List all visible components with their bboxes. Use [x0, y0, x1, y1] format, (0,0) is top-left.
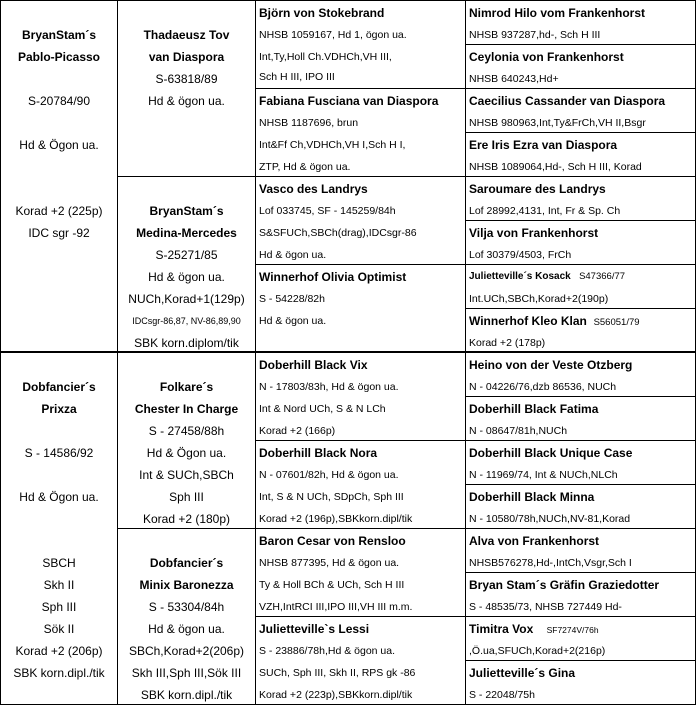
sss-name: Björn von Stokebrand	[259, 6, 385, 20]
sds-name: Vasco des Landrys	[259, 182, 368, 196]
ddd-info: SUCh, Sph III, Skh II, RPS gk -86	[259, 667, 416, 679]
g4-name: Alva von Frankenhorst	[469, 534, 600, 548]
dsd-info: N - 07601/82h, Hd & ögon ua.	[259, 469, 399, 481]
g4-info: N - 11969/74, Int & NUCh,NLCh	[469, 469, 618, 481]
dss-info: N - 17803/83h, Hd & ögon ua.	[259, 381, 399, 393]
ds-name-line2: Chester In Charge	[134, 402, 239, 416]
grid-line	[0, 0, 696, 1]
dsd-name: Doberhill Black Nora	[259, 446, 378, 460]
g4-reg: SF7274V/76h	[546, 625, 599, 635]
ssd-info: ZTP, Hd & ögon ua.	[259, 161, 351, 173]
dd-reg: S - 53304/84h	[148, 600, 225, 614]
g4-name: Doberhill Black Minna	[469, 490, 595, 504]
g4-name: Ceylonia von Frankenhorst	[469, 50, 624, 64]
g4-info: N - 08647/81h,NUCh	[469, 425, 568, 437]
ddd-info: S - 23886/78h,Hd & ögon ua.	[259, 645, 396, 657]
dds-name: Baron Cesar von Rensloo	[259, 534, 406, 548]
dss-info: Korad +2 (166p)	[259, 425, 336, 437]
sds-info: Lof 033745, SF - 145259/84h	[259, 205, 396, 217]
dd-health: Hd & ögon ua.	[148, 622, 225, 636]
g4-name: Heino von der Veste Otzberg	[469, 358, 633, 372]
g4-info: NHSB 640243,Hd+	[469, 73, 559, 85]
ss-reg: S-63818/89	[155, 72, 218, 86]
g4-name-row	[469, 618, 599, 641]
sss-info: NHSB 1059167, Hd 1, ögon ua.	[259, 29, 407, 41]
g4-info: ,Ö.ua,SFUCh,Korad+2(216p)	[469, 645, 606, 657]
dsd-info: Int, S & N UCh, SDpCh, Sph III	[259, 491, 404, 503]
dd-merit: Skh III,Sph III,Sök III	[131, 666, 242, 680]
dsd-info: Korad +2 (196p),SBKkorn.dipl/tik	[259, 513, 413, 525]
g4-name: Ere Iris Ezra van Diaspora	[469, 138, 618, 152]
ds-merit: Korad +2 (180p)	[142, 512, 231, 526]
g4-info: N - 10580/78h,NUCh,NV-81,Korad	[469, 513, 631, 525]
g4-info: N - 04226/76,dzb 86536, NUCh	[469, 381, 617, 393]
dd-name-line2: Minix Baronezza	[139, 578, 234, 592]
sd-merit: NUCh,Korad+1(129p)	[128, 292, 245, 306]
ddd-info: Korad +2 (223p),SBKkorn.dipl/tik	[259, 689, 413, 701]
g4-name: Timitra Vox	[469, 622, 534, 636]
dam-health: Hd & Ögon ua.	[19, 490, 99, 504]
dam-merit: SBCH	[42, 556, 76, 570]
g4-name-row	[469, 310, 640, 334]
sire-health: Hd & Ögon ua.	[19, 138, 99, 152]
ssd-name: Fabiana Fusciana van Diaspora	[259, 94, 439, 108]
g4-info: NHSB 980963,Int,Ty&FrCh,VH II,Bsgr	[469, 117, 646, 129]
sire-reg: S-20784/90	[27, 94, 91, 108]
dds-info: Ty & Holl BCh & UCh, Sch H III	[259, 579, 405, 591]
g4-name: Vilja von Frankenhorst	[469, 226, 599, 240]
dd-merit: SBCh,Korad+2(206p)	[128, 644, 245, 658]
sds-info: S&SFUCh,SBCh(drag),IDCsgr-86	[259, 227, 417, 239]
g4-info: Lof 30379/4503, FrCh	[469, 249, 572, 261]
g4-name: Bryan Stam´s Gräfin Graziedotter	[469, 578, 660, 592]
dss-info: Int & Nord UCh, S & N LCh	[259, 403, 386, 415]
sire-name-line1: BryanStam´s	[21, 28, 97, 42]
dds-info: VZH,IntRCI III,IPO III,VH III m.m.	[259, 601, 413, 613]
dam-merit: SBK korn.dipl./tik	[13, 666, 105, 680]
dd-merit: SBK korn.dipl./tik	[140, 688, 233, 702]
g4-reg: S56051/79	[593, 317, 640, 328]
g4-info: S - 48535/73, NHSB 727449 Hd-	[469, 601, 622, 613]
sd-merit: IDCsgr-86,87, NV-86,89,90	[132, 316, 241, 326]
sdd-info: S - 54228/82h	[259, 293, 325, 305]
g4-info: Korad +2 (178p)	[469, 337, 546, 349]
g4-name: Winnerhof Kleo Klan	[469, 314, 587, 328]
g4-reg: S47366/77	[579, 271, 626, 282]
dd-name-line1: Dobfancier´s	[149, 556, 224, 570]
sd-name-line2: Medina-Mercedes	[136, 226, 237, 240]
sss-info: Int,Ty,Holl Ch.VDHCh,VH III,	[259, 51, 392, 63]
g4-name: Nimrod Hilo vom Frankenhorst	[469, 6, 646, 20]
sdd-name: Winnerhof Olivia Optimist	[259, 270, 407, 284]
dam-reg: S - 14586/92	[24, 446, 94, 460]
ds-health: Hd & Ögon ua.	[146, 446, 227, 460]
sd-name-line1: BryanStam´s	[149, 204, 224, 218]
g4-name: Caecilius Cassander van Diaspora	[469, 94, 666, 108]
g4-info: NHSB 937287,hd-, Sch H III	[469, 29, 601, 41]
dam-name-line2: Prixza	[41, 402, 77, 416]
dam-merit: Korad +2 (206p)	[15, 644, 103, 658]
g4-info: Int.UCh,SBCh,Korad+2(190p)	[469, 293, 609, 305]
ssd-info: NHSB 1187696, brun	[259, 117, 359, 129]
ds-merit: Int & SUCh,SBCh	[139, 468, 234, 482]
sire-merit: IDC sgr -92	[28, 226, 90, 240]
sdd-info: Hd & ögon ua.	[259, 315, 327, 327]
g4-name: Julietteville´s Gina	[469, 666, 576, 680]
g4-info: NHSB576278,Hd-,IntCh,Vsgr,Sch I	[469, 557, 632, 569]
sd-merit: SBK korn.diplom/tik	[134, 336, 239, 350]
ss-name-line1: Thadaeusz Tov	[143, 28, 230, 42]
g4-info: S - 22048/75h	[469, 689, 535, 701]
g4-info: Lof 28992,4131, Int, Fr & Sp. Ch	[469, 205, 621, 217]
sd-reg: S-25271/85	[155, 248, 218, 262]
dam-merit: Sök II	[43, 622, 75, 636]
ds-merit: Sph III	[169, 490, 204, 504]
sss-info: Sch H III, IPO III	[259, 71, 335, 83]
sire-merit: Korad +2 (225p)	[15, 204, 103, 218]
ds-reg: S - 27458/88h	[148, 424, 225, 438]
ds-name-line1: Folkare´s	[159, 380, 214, 394]
g4-name-row	[469, 266, 625, 288]
dam-name-line1: Dobfancier´s	[22, 380, 96, 394]
sire-name-line2: Pablo-Picasso	[17, 50, 101, 64]
ddd-name: Julietteville`s Lessi	[259, 622, 370, 636]
dam-merit: Skh II	[43, 578, 75, 592]
g4-info: NHSB 1089064,Hd-, Sch H III, Korad	[469, 161, 642, 173]
g4-name: Saroumare des Landrys	[469, 182, 606, 196]
g4-name: Doberhill Black Unique Case	[469, 446, 633, 460]
g4-name: Julietteville´s Kosack	[469, 271, 571, 282]
ss-name-line2: van Diaspora	[148, 50, 225, 64]
dss-name: Doberhill Black Vix	[259, 358, 368, 372]
g4-name: Doberhill Black Fatima	[469, 402, 599, 416]
sds-info: Hd & ögon ua.	[259, 249, 327, 261]
sd-health: Hd & ögon ua.	[148, 270, 225, 284]
dam-merit: Sph III	[41, 600, 77, 614]
half-divider	[0, 351, 696, 353]
ssd-info: Int&Ff Ch,VDHCh,VH I,Sch H I,	[259, 139, 406, 151]
ss-health: Hd & ögon ua.	[148, 94, 225, 108]
dds-info: NHSB 877395, Hd & ögon ua.	[259, 557, 400, 569]
